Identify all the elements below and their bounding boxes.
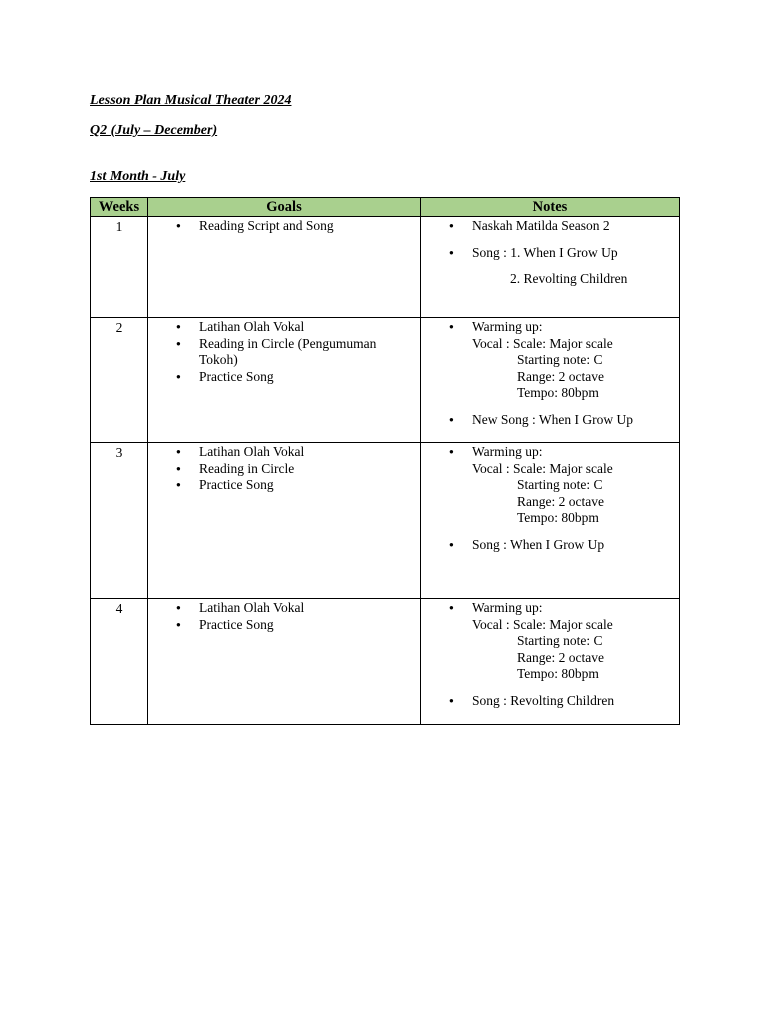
- goal-item: ● Practice Song: [148, 617, 414, 634]
- goals-cell: [148, 318, 421, 443]
- header-weeks: Weeks: [91, 198, 148, 217]
- notes-cell: [421, 318, 680, 443]
- week-number: 4: [91, 599, 148, 725]
- note-tempo: Tempo: 80bpm: [517, 385, 599, 401]
- note-item: ● Song : Revolting Children: [421, 693, 673, 710]
- notes-cell: [421, 599, 680, 725]
- goal-item: ● Reading Script and Song: [148, 218, 414, 235]
- note-range: Range: 2 octave: [517, 649, 604, 665]
- note-starting-note: Starting note: C: [517, 477, 603, 493]
- note-starting-note: Starting note: C: [517, 352, 603, 368]
- note-tempo: Tempo: 80bpm: [517, 510, 599, 526]
- note-vocal: Vocal : Scale: Major scale: [472, 335, 613, 351]
- goal-item: ● Practice Song: [148, 477, 414, 494]
- header-goals: Goals: [148, 198, 421, 217]
- quarter-heading: Q2 (July – December): [90, 123, 218, 138]
- table-row: [91, 599, 680, 725]
- lesson-plan-table: [90, 197, 680, 725]
- note-continuation: 2. Revolting Children: [510, 271, 628, 287]
- goal-item-line: Reading in Circle (Pengumuman: [199, 335, 377, 351]
- note-item: ● Naskah Matilda Season 2: [421, 218, 673, 235]
- goal-item: ● Practice Song: [148, 369, 414, 386]
- goal-item: [148, 336, 414, 369]
- goals-cell: [148, 599, 421, 725]
- month-heading: 1st Month - July: [90, 169, 186, 184]
- note-range: Range: 2 octave: [517, 493, 604, 509]
- week-number: 3: [91, 443, 148, 599]
- note-vocal: Vocal : Scale: Major scale: [472, 616, 613, 632]
- note-item: ● Song : When I Grow Up: [421, 537, 673, 554]
- table-row: [91, 318, 680, 443]
- note-item: ● Warming up:: [421, 600, 673, 617]
- goal-item: ● Latihan Olah Vokal: [148, 444, 414, 461]
- notes-cell: [421, 443, 680, 599]
- note-item: ● New Song : When I Grow Up: [421, 412, 673, 429]
- header-notes: Notes: [421, 198, 680, 217]
- goal-item-line: Tokoh): [199, 352, 238, 368]
- week-number: 1: [91, 217, 148, 318]
- week-number: 2: [91, 318, 148, 443]
- goal-item: ● Latihan Olah Vokal: [148, 319, 414, 336]
- document-title: Lesson Plan Musical Theater 2024: [90, 93, 292, 108]
- goal-item: ● Latihan Olah Vokal: [148, 600, 414, 617]
- notes-cell: [421, 217, 680, 318]
- goal-item: ● Reading in Circle: [148, 461, 414, 478]
- table-row: [91, 217, 680, 318]
- note-range: Range: 2 octave: [517, 368, 604, 384]
- note-vocal: Vocal : Scale: Major scale: [472, 460, 613, 476]
- note-tempo: Tempo: 80bpm: [517, 666, 599, 682]
- note-item: ● Warming up:: [421, 444, 673, 461]
- table-row: [91, 443, 680, 599]
- note-starting-note: Starting note: C: [517, 633, 603, 649]
- note-item: ● Warming up:: [421, 319, 673, 336]
- table-header-row: [91, 198, 680, 217]
- goals-cell: [148, 443, 421, 599]
- goals-cell: [148, 217, 421, 318]
- note-item: ● Song : 1. When I Grow Up: [421, 245, 673, 262]
